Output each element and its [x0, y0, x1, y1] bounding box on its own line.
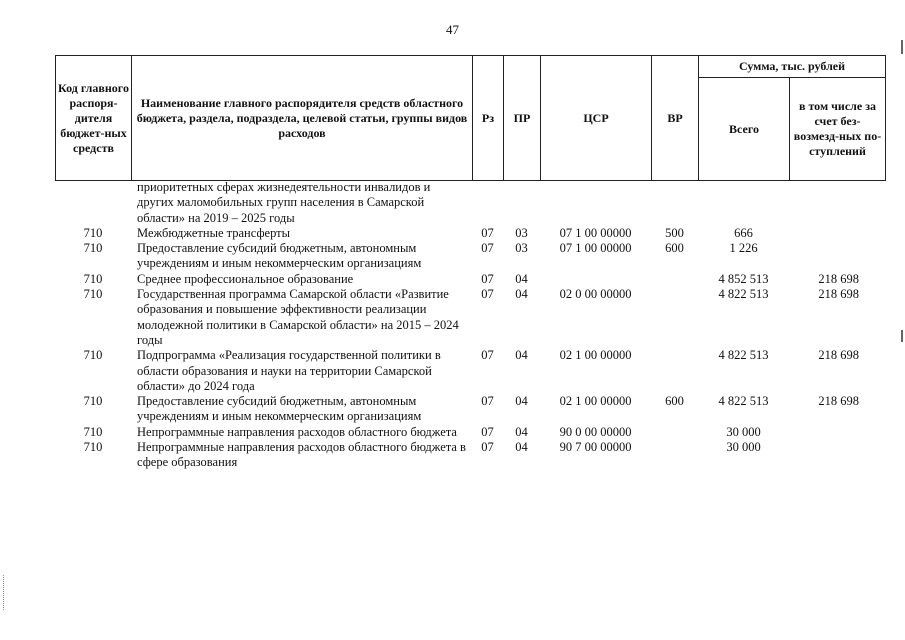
row-pr: 04 — [515, 348, 528, 363]
row-name: Среднее профессиональное образование — [137, 271, 354, 286]
row-total: 4 852 513 — [718, 271, 769, 286]
table-row — [55, 440, 885, 471]
row-total: 4 822 513 — [718, 287, 769, 302]
row-code: 710 — [83, 241, 103, 256]
row-incl — [789, 180, 885, 226]
scan-edge-mark — [901, 330, 903, 342]
row-csr — [540, 272, 651, 287]
row-pr: 04 — [515, 271, 528, 286]
header-vr: ВР — [652, 56, 699, 181]
table-row — [55, 226, 885, 241]
row-vr — [651, 440, 698, 471]
row-rz: 07 — [481, 241, 494, 256]
row-pr: 04 — [515, 394, 528, 409]
row-csr: 90 7 00 00000 — [559, 440, 632, 455]
row-total: 4 822 513 — [718, 348, 769, 363]
row-total — [698, 180, 789, 226]
header-name: Наименование главного распорядителя средств областного бюджета, раздела, подраздела, целевой статьи, группы видов расходов — [132, 56, 473, 181]
row-rz: 07 — [481, 225, 494, 240]
scan-edge-mark — [3, 575, 5, 610]
row-csr: 90 0 00 00000 — [559, 424, 632, 439]
row-rz — [472, 180, 503, 226]
row-csr: 02 1 00 00000 — [559, 394, 632, 409]
row-incl — [789, 226, 885, 241]
row-code: 710 — [83, 225, 103, 240]
row-name: Подпрограмма «Реализация государственной политики в области образования и науки на территории Самарской области» до 2024 года — [137, 348, 441, 393]
row-vr — [651, 272, 698, 287]
row-code: 710 — [83, 287, 103, 302]
header-total: Всего — [699, 78, 790, 181]
row-vr: 600 — [665, 394, 684, 409]
row-vr — [651, 425, 698, 440]
row-csr: 02 0 00 00000 — [559, 287, 632, 302]
row-name: Предоставление субсидий бюджетным, автономным учреждениям и иным некоммерческим организациям — [137, 241, 422, 271]
row-vr — [651, 348, 698, 394]
budget-table-body — [55, 180, 885, 471]
table-row — [55, 425, 885, 440]
row-name: Межбюджетные трансферты — [137, 225, 291, 240]
row-pr: 03 — [515, 225, 528, 240]
row-csr — [540, 180, 651, 226]
row-pr: 04 — [515, 287, 528, 302]
table-row — [55, 287, 885, 348]
row-name: Государственная программа Самарской области «Развитие образования и повышение эффективности реализации молодежной политики в Самарской области» на 2015 – 2024 годы — [137, 287, 459, 347]
header-code: Код главного распоря-дителя бюджет-ных средств — [56, 56, 132, 181]
row-incl: 218 698 — [818, 348, 859, 363]
header-pr: ПР — [504, 56, 541, 181]
row-total: 666 — [734, 225, 753, 240]
header-csr: ЦСР — [541, 56, 652, 181]
row-vr: 500 — [665, 225, 684, 240]
row-total: 4 822 513 — [718, 394, 769, 409]
row-name: Непрограммные направления расходов областного бюджета в сфере образования — [137, 440, 466, 470]
table-row — [55, 394, 885, 425]
row-rz: 07 — [481, 287, 494, 302]
row-code: 710 — [83, 271, 103, 286]
row-csr: 02 1 00 00000 — [559, 348, 632, 363]
row-code — [55, 180, 131, 226]
row-name: Предоставление субсидий бюджетным, автономным учреждениям и иным некоммерческим организациям — [137, 394, 422, 424]
row-vr — [651, 287, 698, 348]
row-incl: 218 698 — [818, 287, 859, 302]
row-vr: 600 — [665, 241, 684, 256]
row-code: 710 — [83, 440, 103, 455]
row-incl — [789, 241, 885, 272]
table-row — [55, 348, 885, 394]
header-rz: Рз — [473, 56, 504, 181]
page-number: 47 — [446, 22, 459, 37]
table-row — [55, 180, 885, 226]
table-row — [55, 241, 885, 272]
row-code: 710 — [83, 348, 103, 363]
row-rz: 07 — [481, 440, 494, 455]
row-incl — [789, 425, 885, 440]
row-incl — [789, 440, 885, 471]
row-code: 710 — [83, 394, 103, 409]
row-rz: 07 — [481, 424, 494, 439]
row-csr: 07 1 00 00000 — [559, 241, 632, 256]
header-sum-group: Сумма, тыс. рублей — [699, 56, 886, 78]
row-rz: 07 — [481, 394, 494, 409]
row-csr: 07 1 00 00000 — [559, 225, 632, 240]
row-incl: 218 698 — [818, 394, 859, 409]
row-pr: 04 — [515, 424, 528, 439]
row-pr: 03 — [515, 241, 528, 256]
scan-edge-mark — [901, 40, 903, 54]
header-incl: в том числе за счет без-возмезд-ных по-ступлений — [790, 78, 886, 181]
row-name: приоритетных сферах жизнедеятельности инвалидов и других маломобильных групп населения в Самарской области» на 2019 – 2025 годы — [137, 180, 431, 225]
row-vr — [651, 180, 698, 226]
row-rz: 07 — [481, 348, 494, 363]
row-pr: 04 — [515, 440, 528, 455]
budget-table-header — [55, 55, 886, 181]
table-row — [55, 272, 885, 287]
row-rz: 07 — [481, 271, 494, 286]
row-code: 710 — [83, 424, 103, 439]
row-total: 1 226 — [729, 241, 758, 256]
row-pr — [503, 180, 540, 226]
row-total: 30 000 — [726, 424, 761, 439]
row-total: 30 000 — [726, 440, 761, 455]
row-name: Непрограммные направления расходов областного бюджета — [137, 424, 457, 439]
row-incl: 218 698 — [818, 271, 859, 286]
